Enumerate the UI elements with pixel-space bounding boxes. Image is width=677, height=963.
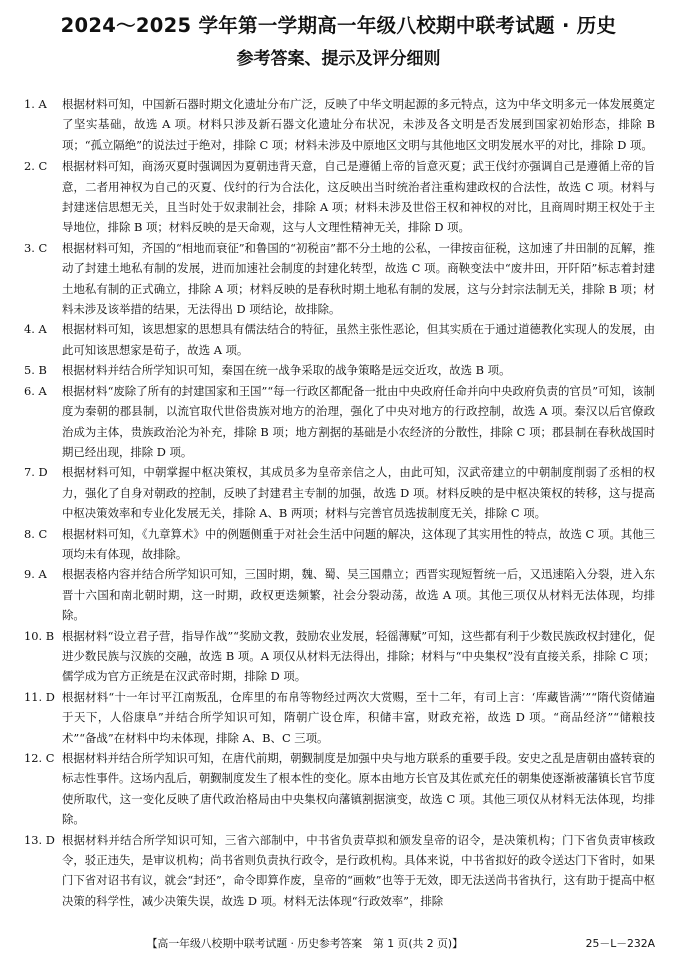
answer-text: 根据材料可知，该思想家的思想具有儒法结合的特征，虽然主张性恶论，但其实质在于通过道德教化实现人的发展，由此可知该思想家是荀子，故选 A 项。 — [62, 322, 655, 357]
footer-code: 25－L－232A — [585, 937, 655, 950]
answer-text: 根据材料并结合所学知识可知，秦国在统一战争采取的战争策略是远交近攻，故选 B 项。 — [62, 363, 511, 378]
answer-text: 根据材料可知，中国新石器时期文化遗址分布广泛，反映了中华文明起源的多元特点，这为中华文明多元一体发展奠定了坚实基础，故选 A 项。材料只涉及新石器文化遗址分布状况，未涉及各文明是否发展到国家初始形态，排除 B 项；“孤立隔绝”的说法过于绝对，排除 C 项；材料未涉及中原地区文明与其他地区文明发展水平的对比，排除 D 项。 — [62, 97, 655, 152]
answer-number: 5. B — [24, 363, 47, 378]
answer-item — [24, 319, 655, 360]
answer-text: 根据材料可知，齐国的“相地而衰征”和鲁国的“初税亩”都不分土地的公私，一律按亩征税，这加速了井田制的瓦解，推动了封建土地私有制的发展，进而加速社会制度的封建化转型，故选 C 项。商鞅变法中“废井田，开阡陌”标志着封建土地私有制的正式确立，排除 A 项；材料反映的是春秋时期土地私有制的发展，这与分封宗法制无关，排除 B 项；材料未涉及该举措的结果，无法得出 D 项结论，故排除。 — [62, 240, 655, 317]
answer-text: 根据材料“设立君子营，指导作战”“奖励文教，鼓励农业发展，轻徭薄赋”可知，这些都有利于少数民族政权封建化，促进少数民族与汉族的交融，故选 B 项。A 项仅从材料无法得出，排除；材料与“中央集权”没有直接关系，排除 C 项；儒学成为官方正统是在汉武帝时期，排除 D 项。 — [62, 628, 655, 684]
page-footer — [24, 936, 655, 951]
answer-text: 根据材料可知，商汤灭夏时强调因为夏朝违背天意，自己是遵循上帝的旨意灭夏；武王伐纣亦强调自己是遵循上帝的旨意，二者用神权为自己的灭夏、伐纣的行为合法化，这反映出当时统治者注重构建政权的合法性，故选 C 项。材料与封建迷信思想无关，且当时处于奴隶制社会，排除 A 项；材料未涉及世俗王权和神权的对比，且商周时期王权处于主导地位，排除 B 项；材料反映的是天命观，这与人文理性精神无关，排除 D 项。 — [62, 159, 655, 235]
answer-item — [24, 156, 655, 238]
answer-number: 6. A — [24, 383, 47, 398]
answer-item — [24, 687, 655, 748]
answer-text: 根据材料“废除了所有的封建国家和王国”“每一行政区都配备一批由中央政府任命并向中央政府负责的官员”可知，该制度为秦朝的郡县制，以流官取代世俗贵族对地方的治理，强化了中央对地方的行政控制，故选 A 项。秦汉以后官僚政治成为主体，贵族政治沦为补充，排除 B 项；地方割据的基础是小农经济的分散性，排除 C 项；郡县制在春秋战国时期已经出现，排除 D 项。 — [62, 383, 655, 459]
answer-number: 2. C — [24, 159, 48, 174]
answer-number: 10. B — [24, 628, 55, 643]
footer-page-info: 【高一年级八校期中联考试题 · 历史参考答案 第 1 页(共 2 页)】 — [146, 937, 463, 950]
answer-number: 13. D — [24, 832, 55, 847]
answer-item — [24, 626, 655, 687]
answer-list — [24, 94, 655, 911]
answer-number: 9. A — [24, 567, 47, 582]
answer-number: 3. C — [24, 240, 48, 255]
answer-text: 根据材料并结合所学知识可知，在唐代前期，朝觐制度是加强中央与地方联系的重要手段。安史之乱是唐朝由盛转衰的标志性事件。这场内乱后，朝觐制度发生了根本性的变化。原本由地方长官及其佐贰充任的朝集使逐渐被藩镇长官节度使所取代，这一变化反映了唐代政治格局由中央集权向藩镇割据演变，故选 C 项。其他三项仅从材料无法体现，均排除。 — [62, 751, 655, 827]
answer-item — [24, 238, 655, 320]
answer-text: 根据材料可知，中朝掌握中枢决策权，其成员多为皇帝亲信之人，由此可知，汉武帝建立的中朝制度削弱了丞相的权力，强化了自身对朝政的控制，反映了封建君主专制的加强，故选 D 项。材料反映的是中枢决策权的转移，这与提高中枢决策效率和专业化发展无关，排除 A、B 两项；材料与完善官员选拔制度无关，排除 C 项。 — [62, 465, 655, 521]
answer-text: 根据表格内容并结合所学知识可知，三国时期，魏、蜀、吴三国鼎立；西晋实现短暂统一后，又迅速陷入分裂，进入东晋十六国和南北朝时期，这一时期，政权更迭频繁，社会分裂动荡，故选 A 项。其他三项仅从材料无法体现，均排除。 — [62, 567, 655, 623]
answer-item — [24, 462, 655, 523]
answer-item — [24, 830, 655, 912]
answer-text: 根据材料并结合所学知识可知，三省六部制中，中书省负责草拟和颁发皇帝的诏令，是决策机构；门下省负责审核政令，驳正违失，是审议机构；尚书省则负责执行政令，是行政机构。具体来说，中书省拟好的政令送达门下省时，如果门下省对诏书有议，就会“封还”，命令即算作废，皇帝的“画敕”也等于无效，即无法送尚书省执行，这有助于提高中枢决策的科学性，减少决策失误，故选 D 项。材料无法体现“行政效率”，排除 — [62, 832, 655, 908]
answer-number: 8. C — [24, 526, 48, 541]
answer-item — [24, 748, 655, 830]
answer-item — [24, 360, 655, 380]
document-subtitle: 参考答案、提示及评分细则 — [236, 49, 441, 69]
answer-number: 7. D — [24, 465, 48, 480]
answer-item — [24, 524, 655, 565]
answer-number: 1. A — [24, 97, 47, 111]
answer-item — [24, 381, 655, 463]
document-title: 2024～2025 学年第一学期高一年级八校期中联考试题 · 历史 — [60, 14, 617, 37]
answer-text: 根据材料“十一年讨平江南叛乱，仓库里的布帛等物经过两次大赏赐，至十二年，有司上言：‘库藏皆满’”“隋代资储遍于天下，人俗康阜”并结合所学知识可知，隋朝广设仓库，积储丰富，财政充裕，故选 D 项。“商品经济”“储粮技术”“备战”在材料中均未体现，排除 A、B、C 三项。 — [62, 689, 655, 745]
answer-text: 根据材料可知，《九章算术》中的例题侧重于对社会生活中问题的解决，这体现了其实用性的特点，故选 C 项。其他三项均未有体现，故排除。 — [62, 526, 655, 561]
answer-number: 11. D — [24, 689, 55, 704]
answer-item — [24, 94, 655, 155]
answer-number: 12. C — [24, 751, 55, 765]
answer-number: 4. A — [24, 322, 47, 337]
answer-item — [24, 564, 655, 625]
